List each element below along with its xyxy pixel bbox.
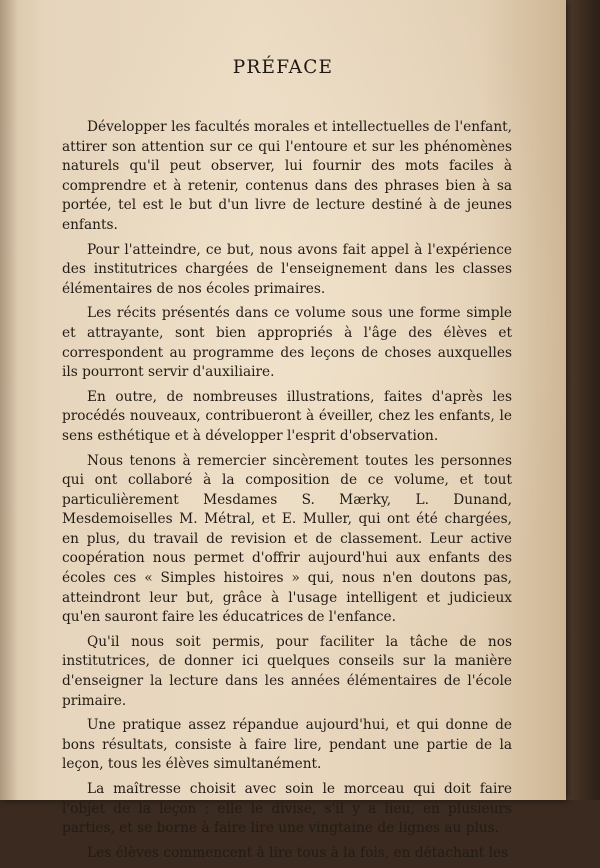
paragraph: Qu'il nous soit permis, pour faciliter la tâche de nos institutrices, de donner ici quelques conseils sur la manière d'enseigner la lecture dans les années élémentaires de l'école primaire. [62,633,512,709]
paragraph: Les récits présentés dans ce volume sous une forme simple et attrayante, sont bien appropriés à l'âge des élèves et correspondent au programme des leçons de choses auxquelles ils pourront servir d'auxiliaire. [62,305,512,381]
paragraph: Une pratique assez répandue aujourd'hui, et qui donne de bons résultats, consiste à faire lire, pendant une partie de la leçon, tous les élèves simultanément. [62,717,512,773]
page-title: PRÉFACE [232,57,334,78]
paragraph: En outre, de nombreuses illustrations, faites d'après les procédés nouveaux, contribueront à éveiller, chez les enfants, le sens esthétique et à développer l'esprit d'observation. [62,388,512,444]
paragraph: Les élèves commencent à lire tous à la fois, en détachant les [87,844,509,861]
page-binding-shadow [0,0,18,800]
paragraph: Pour l'atteindre, ce but, nous avons fait appel à l'expérience des institutrices chargées de l'enseignement dans les classes élémentaires de nos écoles primaires. [62,241,512,297]
background-surface [560,0,600,800]
paragraph: La maîtresse choisit avec soin le morceau qui doit faire l'objet de la leçon ; elle le divise, s'il y a lieu, en plusieurs parties, et se borne à faire lire une vingtaine de lignes au plus. [62,781,512,837]
preface-body [62,118,512,868]
paragraph: Développer les facultés morales et intellectuelles de l'enfant, attirer son attention sur ce qui l'entoure et sur les phénomènes naturels qu'il peut observer, lui fournir des mots faciles à comprendre et à retenir, contenus dans des phrases bien à sa portée, tel est le but d'un livre de lecture destiné à de jeunes enfants. [62,119,512,233]
paragraph: Nous tenons à remercier sincèrement toutes les personnes qui ont collaboré à la composition de ce volume, et tout particulièrement Mesdames S. Mærky, L. Dunand, Mesdemoiselles M. Métral, et E. Muller, qui ont été chargées, en plus, du travail de revision et de classement. Leur active coopération nous permet d'offrir aujourd'hui aux enfants des écoles ces « Simples histoires » qui, nous n'en doutons pas, atteindront leur but, grâce à l'usage intelligent et judicieux qu'en sauront faire les éducatrices de l'enfance. [62,452,512,626]
